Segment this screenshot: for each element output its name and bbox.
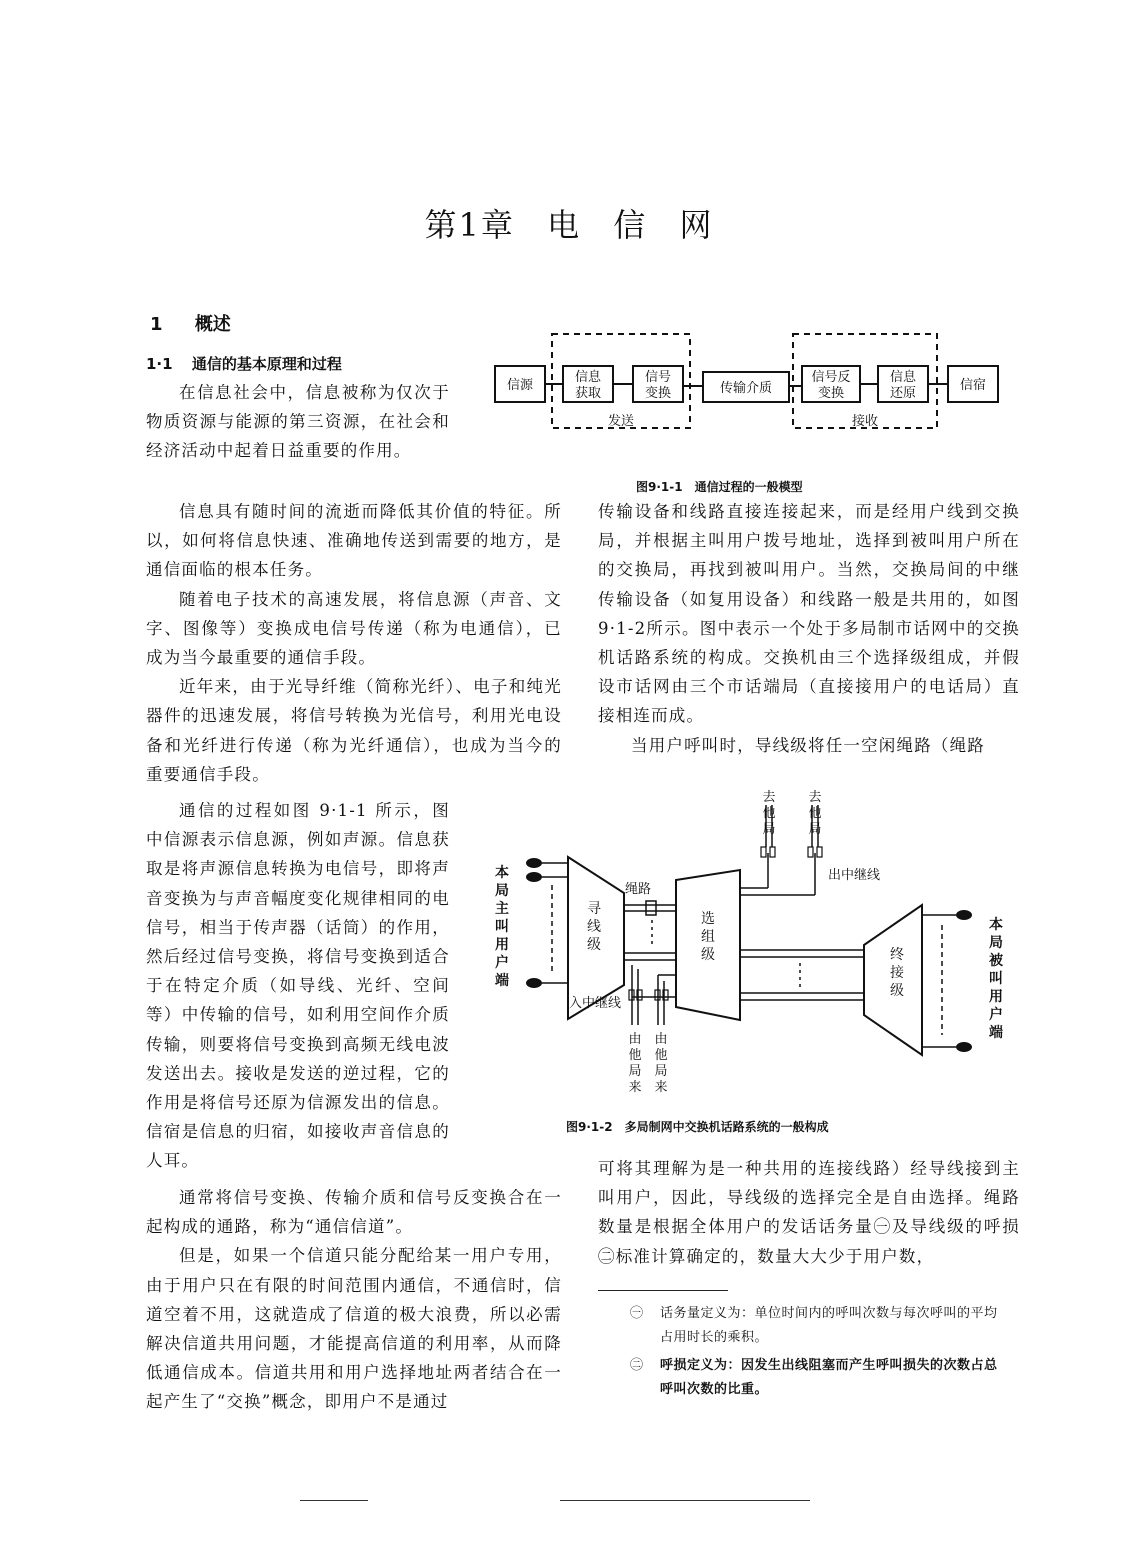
svg-text:来: 来: [628, 1080, 642, 1095]
callee-phones: [956, 910, 972, 1052]
footnotes: [630, 1302, 1010, 1402]
svg-text:户: 户: [495, 955, 509, 971]
figure-comm-model: [490, 328, 1010, 438]
label-from-other-office-2: [654, 1032, 667, 1095]
svg-text:端: 端: [989, 1025, 1003, 1041]
svg-text:叫: 叫: [495, 919, 509, 935]
left-column-bottom: [146, 1183, 562, 1417]
label-sink: 信宿: [959, 378, 987, 393]
footnote-1: [630, 1302, 1010, 1350]
subsection-number: 1·1: [146, 355, 173, 373]
label-send: 发送: [607, 414, 635, 429]
svg-text:本: 本: [495, 865, 509, 881]
svg-text:户: 户: [989, 1007, 1003, 1023]
paragraph: 可将其理解为是一种共用的连接线路）经导线接到主叫用户，因此，导线级的选择完全是自由选择。绳路数量是根据全体用户的发话话务量㊀及导线级的呼损㊁标准计算确定的，数量大大少于用户数，: [598, 1159, 1020, 1266]
svg-text:局: 局: [654, 1064, 668, 1079]
svg-text:级: 级: [587, 937, 601, 953]
page-rule: [300, 1500, 368, 1501]
svg-text:线: 线: [587, 919, 601, 935]
label-convert-1: 信号: [644, 370, 672, 385]
svg-text:级: 级: [701, 947, 715, 963]
svg-text:由: 由: [654, 1032, 668, 1047]
right-column: [598, 497, 1020, 760]
label-selector: [701, 911, 715, 963]
svg-text:局: 局: [628, 1064, 642, 1079]
svg-text:接: 接: [890, 965, 904, 981]
svg-text:他: 他: [808, 806, 822, 821]
figure-switch-system: [490, 785, 1030, 1105]
subsection-heading: [146, 353, 342, 374]
svg-text:去: 去: [808, 790, 822, 805]
svg-text:他: 他: [762, 806, 776, 821]
label-acquire-2: 获取: [574, 386, 602, 401]
label-convert-2: 变换: [644, 386, 672, 401]
label-inverse-2: 变换: [817, 386, 845, 401]
svg-text:端: 端: [495, 973, 509, 989]
svg-text:局: 局: [495, 883, 509, 899]
figure-caption-1: 图9·1-1 通信过程的一般模型: [636, 480, 803, 494]
chapter-word-2: 信: [613, 206, 648, 244]
svg-text:本: 本: [989, 917, 1003, 933]
footnote-mark: ㊁: [630, 1358, 644, 1373]
caller-phones: [526, 858, 542, 988]
footnote-2: [630, 1354, 1010, 1402]
svg-text:叫: 叫: [989, 971, 1003, 987]
chapter-number: 第1章: [424, 206, 515, 244]
chapter-word-3: 网: [679, 206, 714, 244]
svg-text:选: 选: [701, 911, 715, 927]
svg-text:用: 用: [989, 989, 1003, 1005]
section-heading: [150, 310, 231, 336]
label-finder: [587, 901, 601, 953]
label-in-trunk: 入中继线: [568, 996, 622, 1011]
label-source: 信源: [506, 378, 534, 393]
paragraph: 传输设备和线路直接连接起来，而是经用户线到交换局，并根据主叫用户拨号地址，选择到被叫用户所在的交换局，再找到被叫用户。当然，交换局间的中继传输设备（如复用设备）和线路一般是共用的，如图9·1-2所示。图中表示一个处于多局制市话网中的交换机话路系统的构成。交换机由三个选择级组成，并假设市话网由三个市话端局（直接接用户的电话局）直接相连而成。: [598, 502, 1020, 726]
paragraph: 但是，如果一个信道只能分配给某一用户专用，由于用户只在有限的时间范围内通信，不通信时，信道空着不用，这就造成了信道的极大浪费，所以必需解决信道共用问题，才能提高信道的利用率，从而降低通信成本。信道共用和用户选择地址两者结合在一起产生了“交换”概念，即用户不是通过: [146, 1246, 562, 1412]
svg-text:局: 局: [808, 822, 822, 837]
label-medium: 传输介质: [719, 381, 773, 396]
label-restore-1: 信息: [889, 370, 917, 385]
paragraph: 信息具有随时间的流逝而降低其价值的特征。所以，如何将信息快速、准确地传送到需要的地方，是通信面临的根本任务。: [146, 502, 562, 580]
label-receive: 接收: [851, 414, 879, 429]
label-inverse-1: 信号反: [811, 370, 851, 385]
svg-text:终: 终: [890, 947, 904, 963]
left-column: [146, 497, 562, 789]
svg-text:级: 级: [890, 983, 904, 999]
label-to-other-office-2: [808, 789, 821, 837]
footnote-rule: [598, 1290, 728, 1291]
svg-text:被: 被: [989, 953, 1003, 969]
svg-text:用: 用: [495, 937, 509, 953]
svg-text:主: 主: [495, 901, 509, 917]
label-acquire-1: 信息: [574, 370, 602, 385]
figure-caption-2: 图9·1-2 多局制网中交换机话路系统的一般构成: [566, 1120, 829, 1134]
paragraph: 在信息社会中，信息被称为仅次于物质资源与能源的第三资源，在社会和经济活动中起着日益重要的作用。: [146, 383, 450, 461]
chapter-word-1: 电: [547, 206, 582, 244]
svg-text:由: 由: [628, 1032, 642, 1047]
section-title: 概述: [194, 314, 231, 335]
paragraph: 随着电子技术的高速发展，将信息源（声音、文字、图像等）变换成电信号传递（称为电通信），已成为当今最重要的通信手段。: [146, 589, 562, 668]
svg-text:组: 组: [701, 929, 715, 945]
footnote-mark: ㊀: [630, 1306, 644, 1321]
subsection-title: 通信的基本原理和过程: [191, 355, 342, 373]
label-to-other-office-1: [762, 789, 775, 837]
chapter-title: [0, 200, 1138, 246]
svg-text:他: 他: [654, 1048, 668, 1063]
svg-text:寻: 寻: [587, 901, 601, 917]
paragraph: 近年来，由于光导纤维（简称光纤）、电子和纯光器件的迅速发展，将信号转换为光信号，利用光电设备和光纤进行传递（称为光纤通信），也成为当今的重要通信手段。: [146, 677, 562, 784]
paragraph: 当用户呼叫时，导线级将任一空闲绳路（绳路: [631, 735, 985, 755]
label-out-trunk: 出中继线: [828, 868, 881, 883]
footnote-text: 呼损定义为：因发生出线阻塞而产生呼叫损失的次数占总呼叫次数的比重。: [660, 1358, 998, 1397]
label-from-other-office-1: [628, 1032, 641, 1095]
svg-text:他: 他: [628, 1048, 642, 1063]
label-caller-side: [495, 864, 509, 989]
label-cord: 绳路: [624, 882, 652, 897]
svg-text:局: 局: [762, 822, 776, 837]
svg-text:去: 去: [762, 790, 776, 805]
selector-stage: [676, 870, 740, 1020]
svg-text:局: 局: [989, 935, 1003, 951]
paragraph: 通常将信号变换、传输介质和信号反变换合在一起构成的通路，称为“通信信道”。: [146, 1188, 562, 1237]
paragraph: 通信的过程如图 9·1-1 所示，图中信源表示信息源，例如声源。信息获取是将声源信息转换为电信号，即将声音变换为与声音幅度变化规律相同的电信号，相当于传声器（话筒）的作用，然后经过信号变换，将信号变换到适合于在特定介质（如导线、光纤、空间等）中传输的信号，如利用空间作介质传输，则要将信号变换到高频无线电波发送出去。接收是发送的逆过程，它的作用是将信号还原为信源发出的信息。信宿是信息的归宿，如接收声音信息的人耳。: [146, 801, 450, 1171]
section-number: 1: [150, 314, 163, 335]
footnote-text: 话务量定义为：单位时间内的呼叫次数与每次呼叫的平均占用时长的乘积。: [660, 1306, 998, 1345]
label-restore-2: 还原: [889, 386, 917, 401]
page-rule: [560, 1500, 810, 1501]
label-connector: [890, 947, 905, 999]
label-callee-side: [989, 916, 1004, 1041]
svg-text:来: 来: [654, 1080, 668, 1095]
